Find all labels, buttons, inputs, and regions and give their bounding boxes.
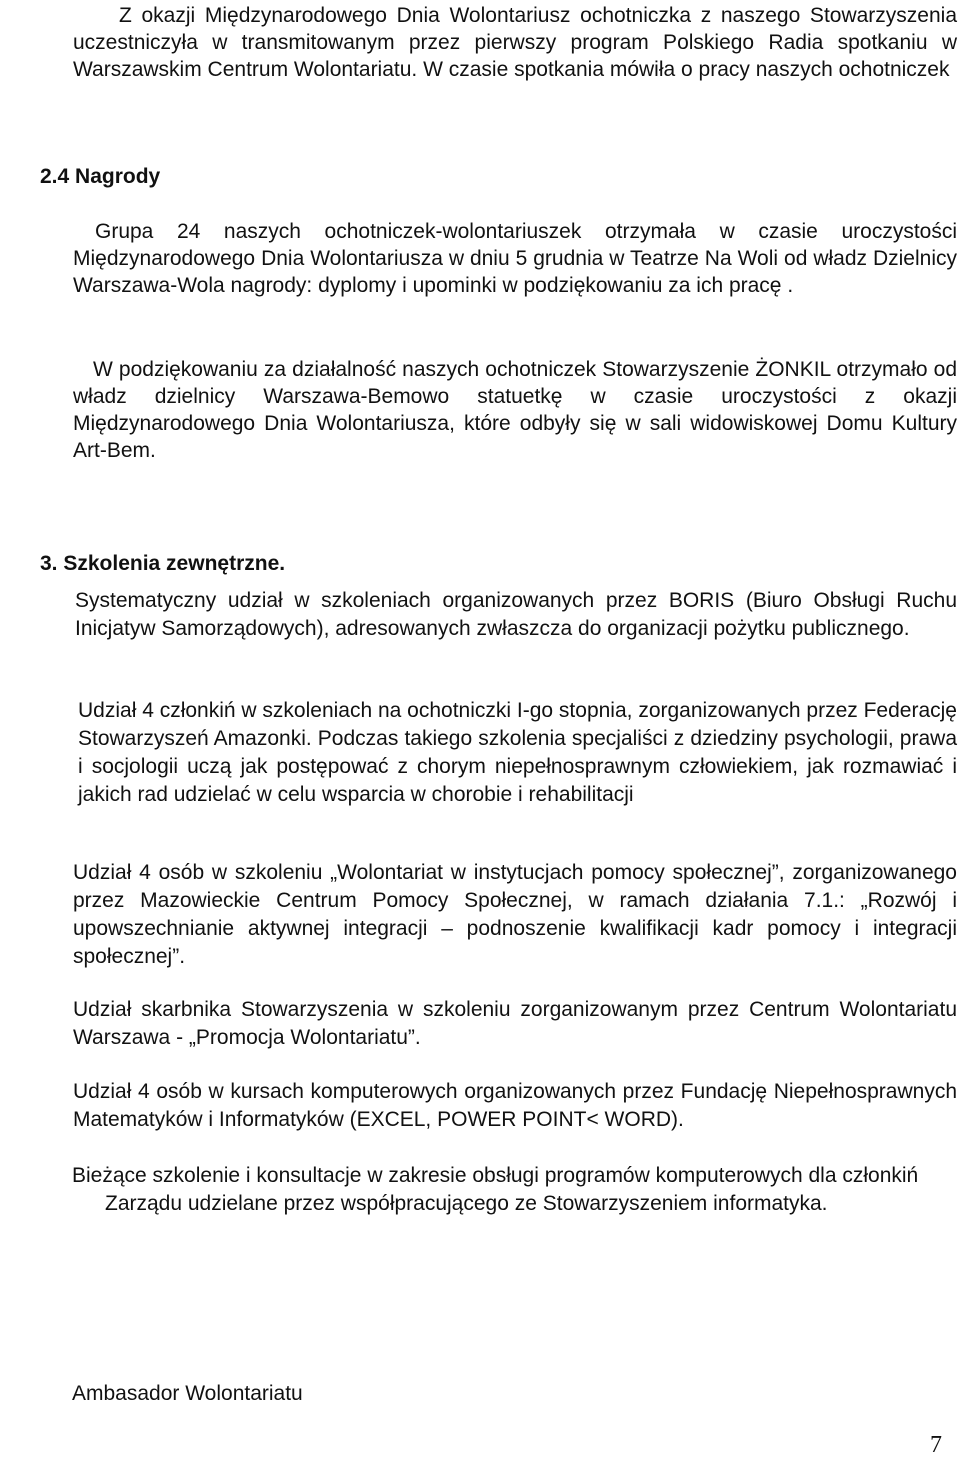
ambasador-heading: Ambasador Wolontariatu (72, 1382, 303, 1405)
section-heading-nagrody: 2.4 Nagrody (40, 165, 161, 188)
nagrody-paragraph-1: Grupa 24 naszych ochotniczek-wolontariuszek otrzymała w czasie uroczystości Międzynarodowego Dnia Wolontariusza w dniu 5 grudnia w Teatrze Na Woli od władz Dzielnicy Warszawa-Wola nagrody: dyplomy i upominki w podziękowaniu za ich pracę . (73, 220, 957, 297)
szkolenia-paragraph-kursy: Udział 4 osób w kursach komputerowych organizowanych przez Fundację Niepełnosprawnych Matematyków i Informatyków (EXCEL, POWER POINT< WORD). (73, 1080, 957, 1131)
nagrody-paragraph-2: W podziękowaniu za działalność naszych ochotniczek Stowarzyszenie ŻONKIL otrzymało od władz dzielnicy Warszawa-Bemowo statuetkę w czasie uroczystości z okazji Międzynarodowego Dnia Wolontariusza, które odbyły się w sali widowiskowej Domu Kultury Art-Bem. (73, 358, 957, 462)
intro-paragraph: Z okazji Międzynarodowego Dnia Wolontariusz ochotniczka z naszego Stowarzyszenia uczestniczyła w transmitowanym przez pierwszy program Polskiego Radia spotkaniu w Warszawskim Centrum Wolontariatu. W czasie spotkania mówiła o pracy naszych ochotniczek (73, 4, 957, 81)
szkolenia-paragraph-boris: Systematyczny udział w szkoleniach organizowanych przez BORIS (Biuro Obsługi Ruchu Inicjatyw Samorządowych), adresowanych zwłaszcza do organizacji pożytku publicznego. (75, 589, 957, 640)
szkolenia-paragraph-amazonki: Udział 4 członkiń w szkoleniach na ochotniczki I-go stopnia, zorganizowanych przez Federację Stowarzyszeń Amazonki. Podczas takiego szkolenia specjaliści z dziedziny psychologii, prawa i socjologii uczą jak postępować z chorym niepełnosprawnym człowiekiem, jak rozmawiać i jakich rad udzielać w celu wsparcia w chorobie i rehabilitacji (78, 699, 957, 806)
section-heading-szkolenia: 3. Szkolenia zewnętrzne. (40, 552, 286, 575)
page-number: 7 (930, 1432, 942, 1458)
szkolenia-paragraph-skarbnik: Udział skarbnika Stowarzyszenia w szkoleniu zorganizowanym przez Centrum Wolontariatu Warszawa - „Promocja Wolontariatu”. (73, 998, 957, 1049)
szkolenia-paragraph-konsultacje: Bieżące szkolenie i konsultacje w zakresie obsługi programów komputerowych dla członkiń Zarządu udzielane przez współpracującego ze Stowarzyszeniem informatyka. (72, 1164, 919, 1215)
szkolenia-paragraph-wolontariat: Udział 4 osób w szkoleniu „Wolontariat w instytucjach pomocy społecznej”, zorganizowanego przez Mazowieckie Centrum Pomocy Społecznej, w ramach działania 7.1.: „Rozwój i upowszechnianie aktywnej integracji – podnoszenie kwalifikacji kadr pomocy i integracji społecznej”. (73, 861, 957, 968)
